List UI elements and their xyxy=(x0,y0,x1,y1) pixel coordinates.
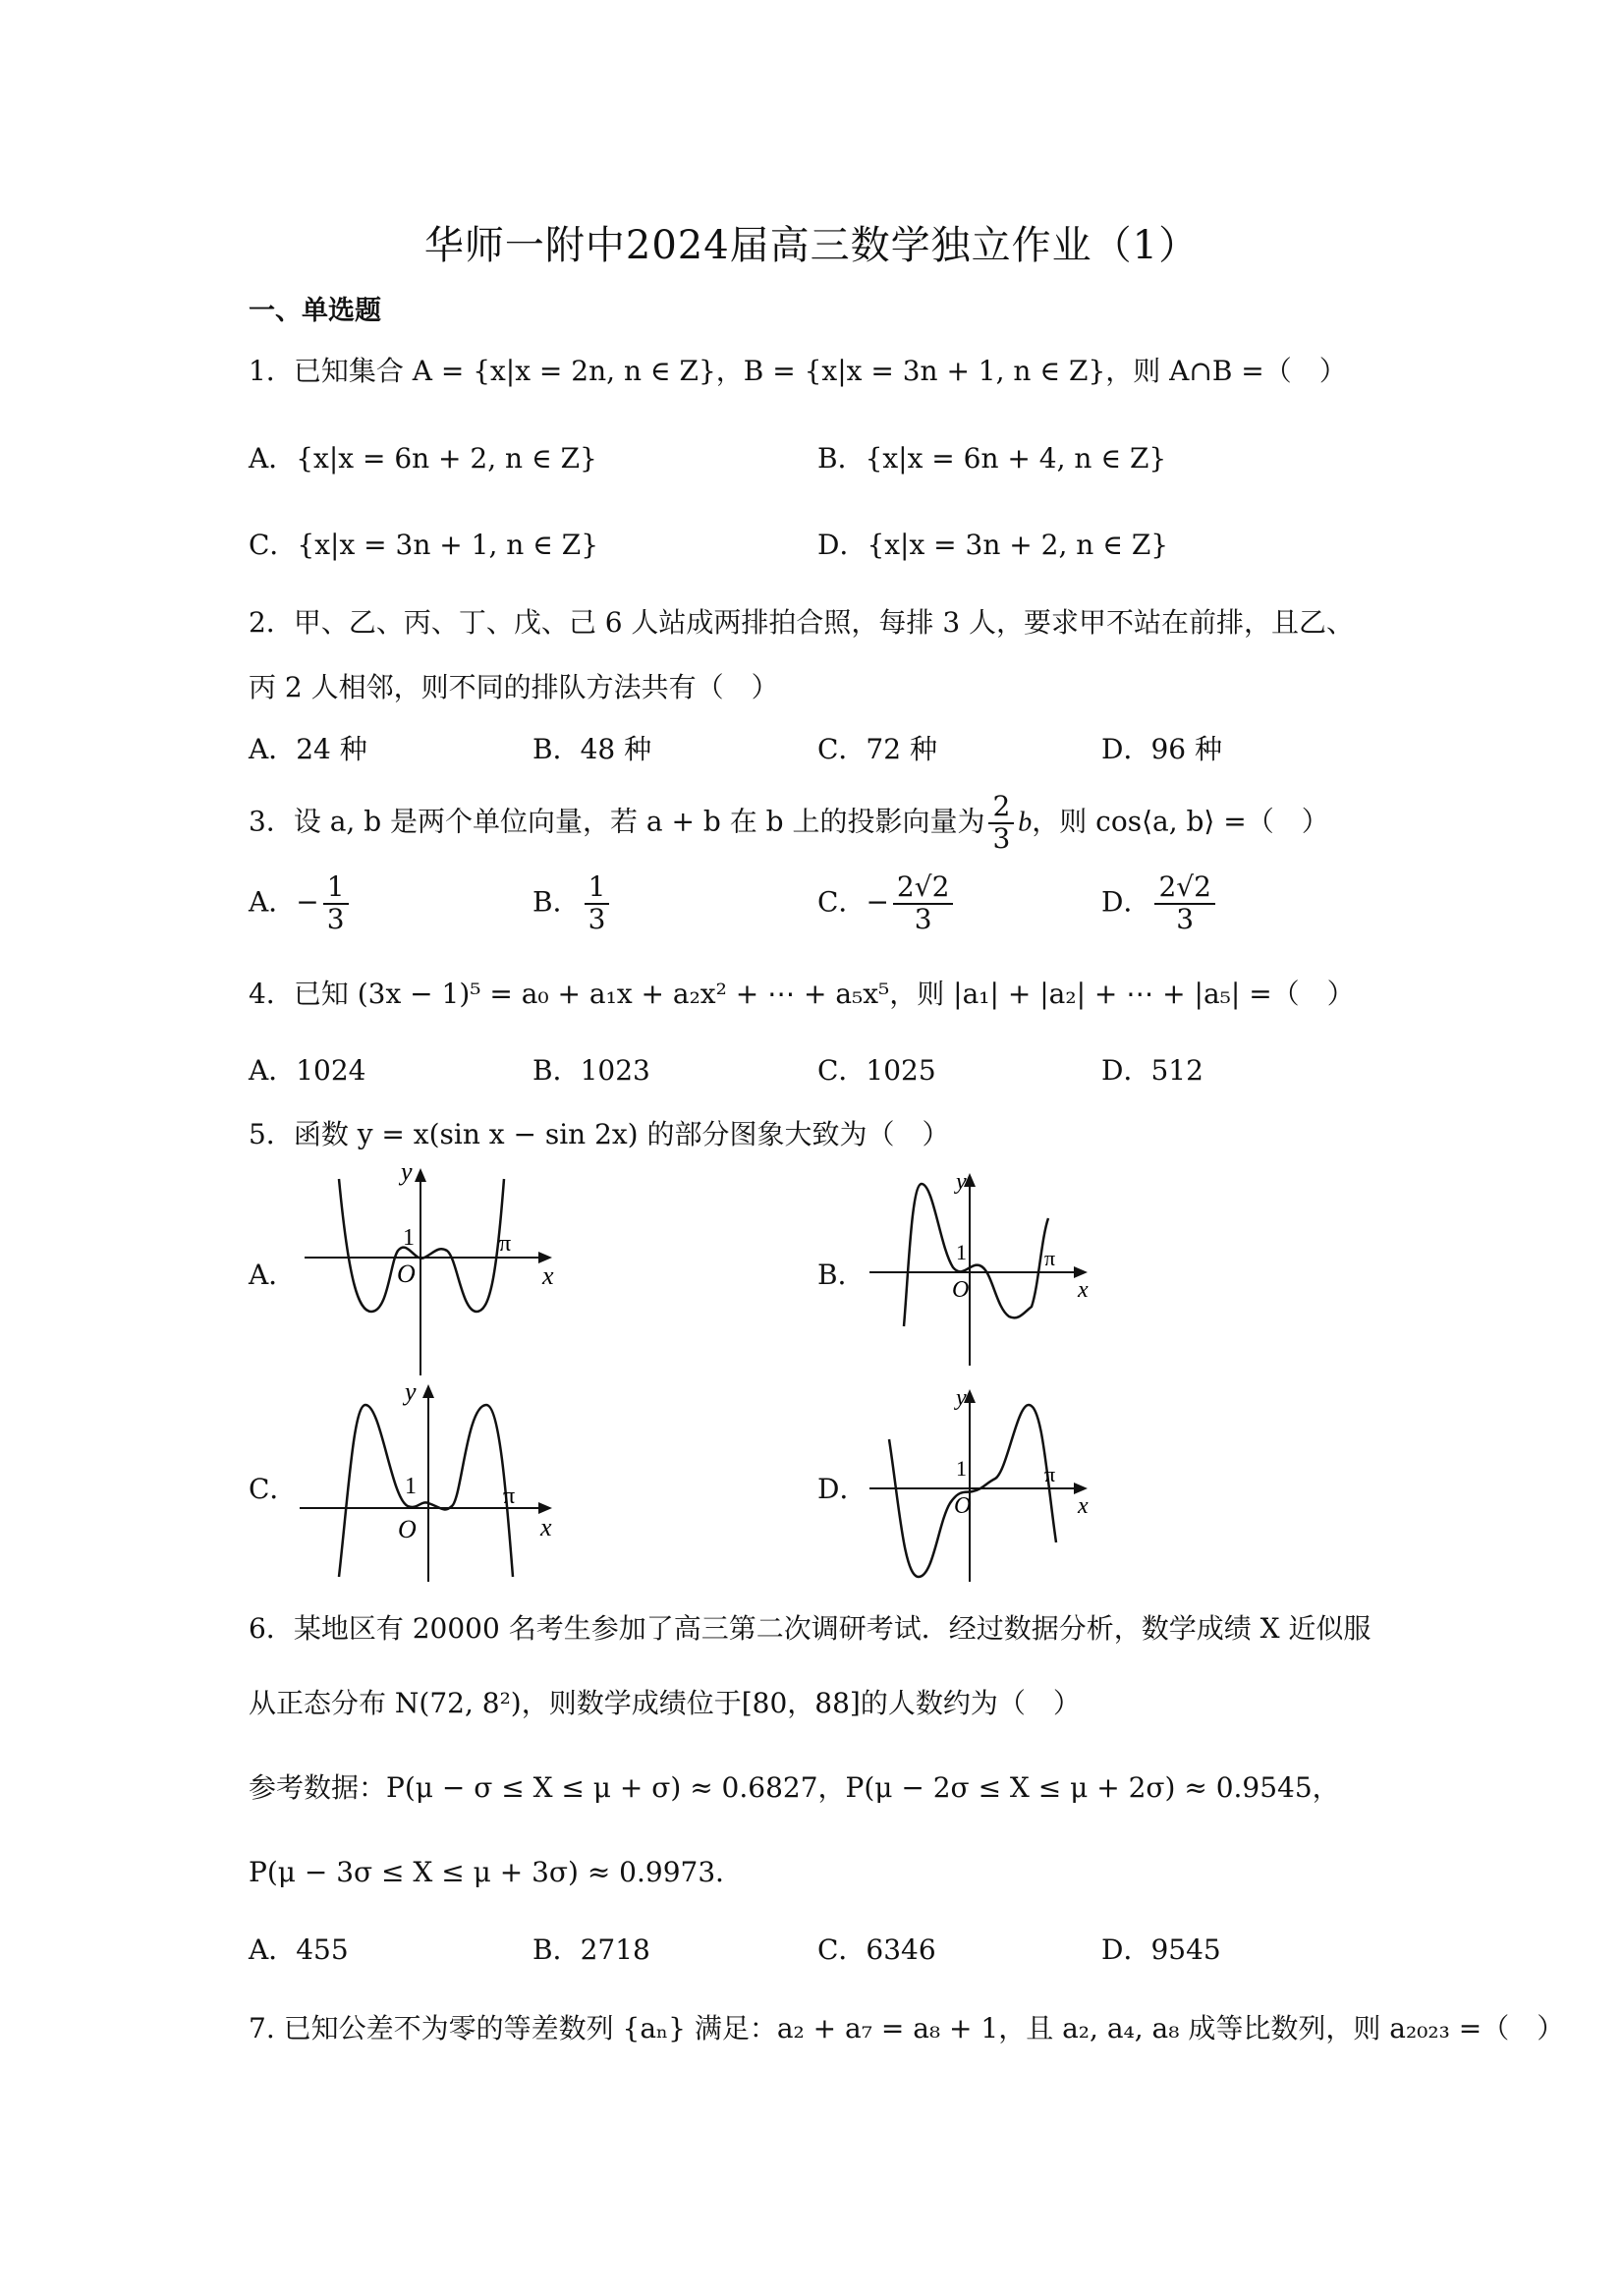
q3-option-a-sign: − xyxy=(296,885,319,919)
q3-option-b-fraction xyxy=(585,872,610,935)
q5-stem: 5．函数 y = x(sin x − sin 2x) 的部分图象大致为（ ） xyxy=(249,1118,950,1150)
origin-label: O xyxy=(398,1515,417,1543)
q3-proj-vec: b xyxy=(1018,807,1033,838)
q3-option-c-fraction xyxy=(893,872,953,935)
q3-option-a-num: 1 xyxy=(323,872,349,905)
q6-option-d: D．9545 xyxy=(1101,1933,1221,1966)
q6-option-c: C．6346 xyxy=(817,1933,936,1966)
q6-option-a: A．455 xyxy=(249,1933,349,1966)
q4-option-c: C．1025 xyxy=(817,1054,936,1087)
q5-graph-b xyxy=(860,1169,1125,1375)
q3-option-c xyxy=(817,872,957,935)
q3-option-c-den: 3 xyxy=(914,902,932,935)
q1-option-c: C．{x|x = 3n + 1, n ∈ Z} xyxy=(249,529,599,561)
section-heading: 一、单选题 xyxy=(249,296,381,326)
q3-option-d-label: D． xyxy=(1101,885,1151,919)
q3-proj-num: 2 xyxy=(988,792,1014,824)
q1-stem: 1．已知集合 A = {x|x = 2n, n ∈ Z}，B = {x|x = 3n + 1, n ∈ Z}，则 A∩B =（ ） xyxy=(249,355,1347,387)
q3-option-d xyxy=(1101,872,1219,935)
q3-stem-post: ，则 cos⟨a, b⟩ =（ ） xyxy=(1032,805,1329,838)
q5-graph-d xyxy=(860,1385,1125,1592)
q4-option-b: B．1023 xyxy=(532,1054,650,1087)
q3-option-b-label: B． xyxy=(532,885,581,919)
curve xyxy=(339,1405,516,1577)
q3-stem-pre: 3．设 a, b 是两个单位向量，若 a + b 在 b 上的投影向量为 xyxy=(249,805,985,838)
tick-label-one: 1 xyxy=(956,1240,967,1264)
q5-graph-c xyxy=(295,1380,560,1587)
q2-option-c: C．72 种 xyxy=(817,733,937,765)
axis-label-x: x xyxy=(1078,1493,1089,1519)
q3-option-a-den: 3 xyxy=(326,902,345,935)
q2-option-d: D．96 种 xyxy=(1101,733,1222,765)
curve xyxy=(904,1184,1048,1326)
q7-stem: 7. 已知公差不为零的等差数列 {aₙ} 满足：a₂ + a₇ = a₈ + 1，且 a₂, a₄, a₈ 成等比数列，则 a₂₀₂₃ =（ ） xyxy=(249,2012,1565,2044)
q3-option-d-fraction xyxy=(1154,872,1214,935)
q3-option-d-num: 2√2 xyxy=(1154,872,1214,905)
q3-proj-fraction xyxy=(988,792,1014,855)
q3-option-c-num: 2√2 xyxy=(893,872,953,905)
q1-option-a: A．{x|x = 6n + 2, n ∈ Z} xyxy=(249,442,597,475)
axis-label-x: x xyxy=(540,1513,552,1541)
y-axis-arrow-icon xyxy=(422,1384,434,1398)
origin-label: O xyxy=(952,1277,970,1303)
q3-option-a xyxy=(249,872,353,935)
q6-option-b: B．2718 xyxy=(532,1933,650,1966)
tick-label-one: 1 xyxy=(956,1456,967,1481)
q5-option-c: C． xyxy=(249,1473,298,1505)
q6-line-3: 参考数据：P(μ − σ ≤ X ≤ μ + σ) ≈ 0.6827，P(μ − 2σ ≤ X ≤ μ + 2σ) ≈ 0.9545， xyxy=(249,1771,1340,1804)
q3-option-a-fraction xyxy=(323,872,349,935)
q2-option-b: B．48 种 xyxy=(532,733,652,765)
tick-label-pi: π xyxy=(1044,1246,1056,1270)
q6-line-4: P(μ − 3σ ≤ X ≤ μ + 3σ) ≈ 0.9973． xyxy=(249,1856,744,1888)
q3-proj-den: 3 xyxy=(992,821,1011,855)
axis-label-y: y xyxy=(956,1385,967,1411)
y-axis-arrow-icon xyxy=(415,1168,426,1182)
q1-option-d: D．{x|x = 3n + 2, n ∈ Z} xyxy=(817,529,1169,561)
q3-option-b-den: 3 xyxy=(588,902,606,935)
origin-label: O xyxy=(954,1493,972,1519)
curve xyxy=(889,1405,1056,1577)
q2-line-2: 丙 2 人相邻，则不同的排队方法共有（ ） xyxy=(249,671,779,703)
axis-label-y: y xyxy=(401,1164,413,1186)
axis-label-x: x xyxy=(1078,1277,1089,1303)
q3-option-b xyxy=(532,872,613,935)
tick-label-one: 1 xyxy=(403,1225,415,1251)
q4-option-d: D．512 xyxy=(1101,1054,1203,1087)
q3-option-a-label: A． xyxy=(249,885,297,919)
q3-option-b-num: 1 xyxy=(585,872,610,905)
q5-option-a: A． xyxy=(249,1259,297,1291)
tick-label-pi: π xyxy=(503,1484,516,1509)
q6-line-1: 6．某地区有 20000 名考生参加了高三第二次调研考试．经过数据分析，数学成绩 X 近似服 xyxy=(249,1612,1371,1645)
q4-option-a: A．1024 xyxy=(249,1054,366,1087)
tick-label-one: 1 xyxy=(405,1474,417,1499)
q3-option-c-sign: − xyxy=(866,885,889,919)
page-title: 华师一附中2024届高三数学独立作业（1） xyxy=(423,223,1200,268)
q5-option-b: B． xyxy=(817,1259,866,1291)
q3-option-d-den: 3 xyxy=(1176,902,1195,935)
q6-line-2: 从正态分布 N(72, 8²)，则数学成绩位于[80，88]的人数约为（ ） xyxy=(249,1687,1081,1719)
q2-option-a: A．24 种 xyxy=(249,733,367,765)
axis-label-y: y xyxy=(956,1169,967,1195)
tick-label-pi: π xyxy=(499,1231,512,1257)
axis-label-y: y xyxy=(405,1380,417,1406)
q4-stem: 4．已知 (3x − 1)⁵ = a₀ + a₁x + a₂x² + ⋯ + a₅x⁵，则 |a₁| + |a₂| + ⋯ + |a₅| =（ ） xyxy=(249,978,1355,1010)
q2-line-1: 2．甲、乙、丙、丁、戊、己 6 人站成两排拍合照，每排 3 人，要求甲不站在前排，且乙、 xyxy=(249,606,1355,639)
q5-graph-a xyxy=(295,1164,560,1380)
origin-label: O xyxy=(397,1260,416,1288)
tick-label-pi: π xyxy=(1044,1462,1056,1486)
q1-option-b: B．{x|x = 6n + 4, n ∈ Z} xyxy=(817,442,1167,475)
q3-option-c-label: C． xyxy=(817,885,867,919)
q3-stem xyxy=(249,792,1329,855)
axis-label-x: x xyxy=(542,1261,554,1290)
q5-option-d: D． xyxy=(817,1473,867,1505)
